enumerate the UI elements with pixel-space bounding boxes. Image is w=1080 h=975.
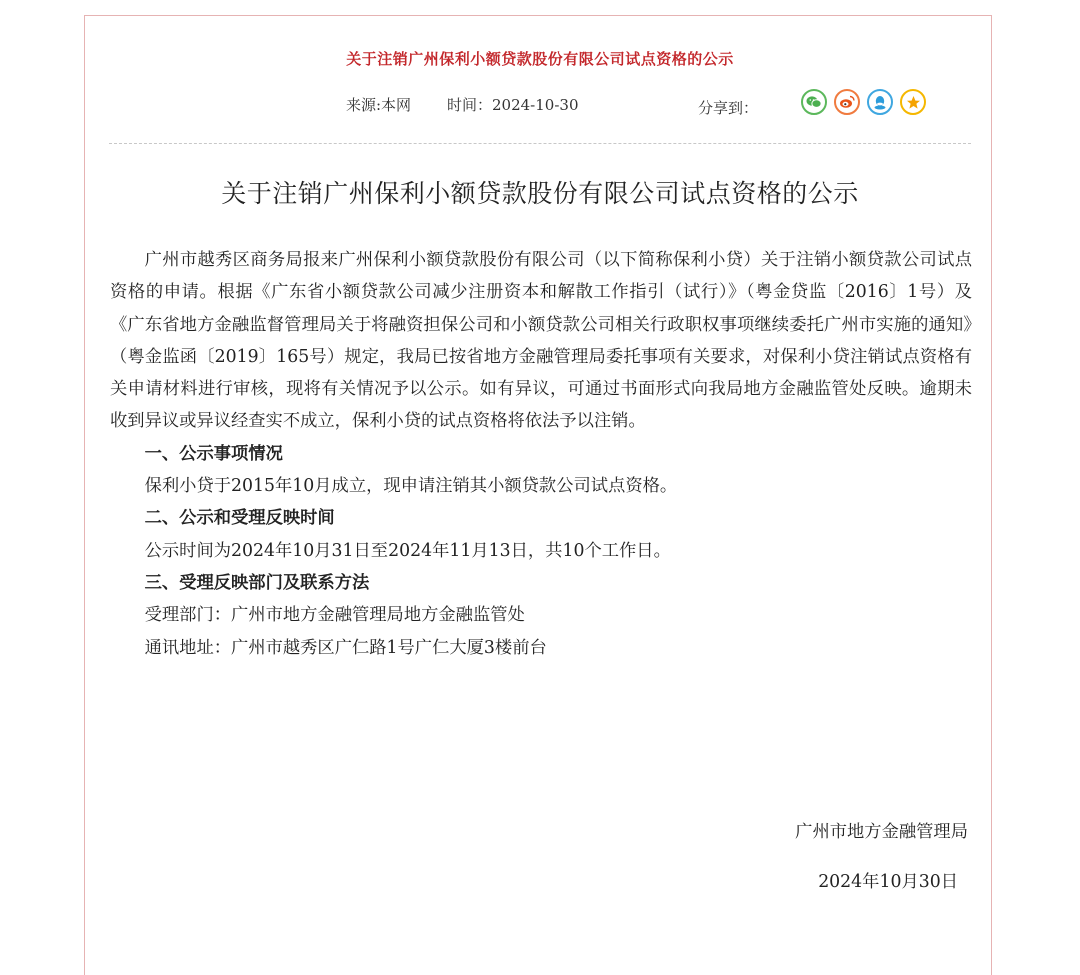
intro-paragraph: 广州市越秀区商务局报来广州保利小额贷款股份有限公司（以下简称保利小贷）关于注销小额贷款公司试点资格的申请。根据《广东省小额贷款公司减少注册资本和解散工作指引（试行）》（粤金贷监〔2016〕1号）及《广东省地方金融监督管理局关于将融资担保公司和小额贷款公司相关行政职权事项继续委托广州市实施的通知》（粤金监函〔2019〕165号）规定，我局已按省地方金融管理局委托事项有关要求，对保利小贷注销试点资格有关申请材料进行审核，现将有关情况予以公示。如有异议，可通过书面形式向我局地方金融监管处反映。逾期未收到异议或异议经查实不成立，保利小贷的试点资格将依法予以注销。 <box>110 250 972 432</box>
signature-date: 2024年10月30日 <box>818 872 958 892</box>
qq-icon[interactable] <box>867 89 893 115</box>
share-label: 分享到： <box>698 99 759 117</box>
publish-time: 时间：2024-10-30 <box>447 96 579 114</box>
section-text-1: 保利小贷于2015年10月成立，现申请注销其小额贷款公司试点资格。 <box>144 476 678 497</box>
header-title: 关于注销广州保利小额贷款股份有限公司试点资格的公示 <box>346 50 734 68</box>
article-title: 关于注销广州保利小额贷款股份有限公司试点资格的公示 <box>221 179 859 208</box>
section-address: 通讯地址：广州市越秀区广仁路1号广仁大厦3楼前台 <box>144 637 547 658</box>
signature-org: 广州市地方金融管理局 <box>795 822 968 842</box>
share-icon-group <box>801 89 926 117</box>
source-label: 来源:本网 <box>346 96 412 114</box>
section-dept: 受理部门：广州市地方金融管理局地方金融监管处 <box>144 605 525 626</box>
section-heading-3: 三、受理反映部门及联系方法 <box>144 572 370 593</box>
weibo-icon[interactable] <box>834 89 860 115</box>
section-heading-2: 二、公示和受理反映时间 <box>144 508 335 529</box>
article-body <box>110 244 972 664</box>
section-text-2: 公示时间为2024年10月31日至2024年11月13日，共10个工作日。 <box>144 540 671 561</box>
section-heading-1: 一、公示事项情况 <box>144 443 283 464</box>
wechat-icon[interactable] <box>801 89 827 115</box>
qzone-icon[interactable] <box>900 89 926 115</box>
header-divider <box>109 143 971 144</box>
